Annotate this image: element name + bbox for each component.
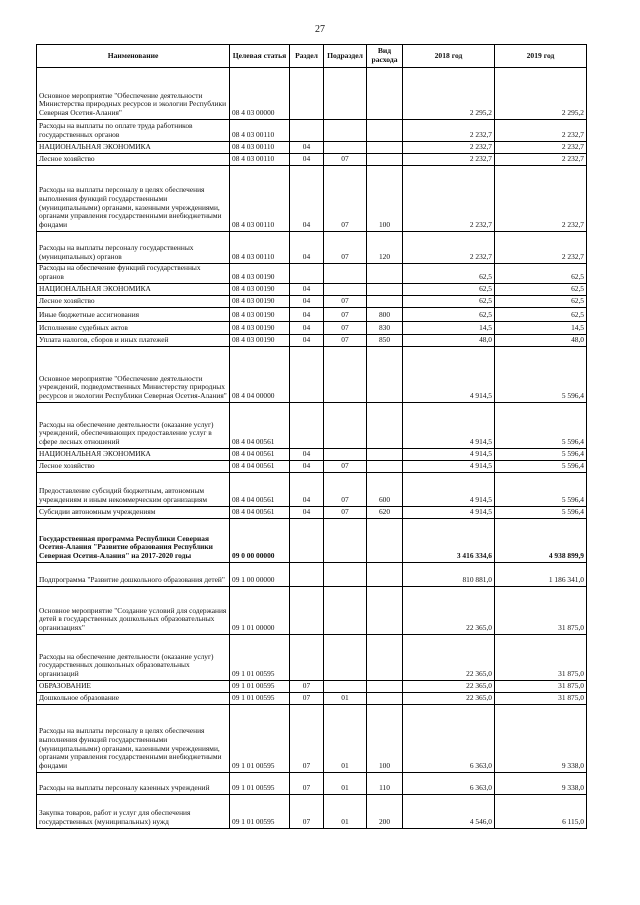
row-section-cell: 04 — [290, 284, 324, 296]
row-section-cell: 07 — [290, 681, 324, 693]
row-2018-cell: 2 232,7 — [403, 142, 495, 154]
table-row — [37, 335, 587, 347]
row-2018-cell: 6 363,0 — [403, 773, 495, 795]
row-2019-cell: 2 232,7 — [495, 120, 587, 142]
row-name-cell: НАЦИОНАЛЬНАЯ ЭКОНОМИКА — [37, 142, 230, 154]
row-name-cell: Основное мероприятие "Создание условий для содержания детей в государственных дошкольных образовательных организациях" — [37, 587, 230, 635]
table-row — [37, 403, 587, 449]
table-row — [37, 347, 587, 403]
row-2018-cell: 810 881,0 — [403, 563, 495, 587]
row-section-cell — [290, 264, 324, 284]
row-2019-cell: 14,5 — [495, 322, 587, 335]
row-kind-cell: 120 — [367, 232, 403, 264]
row-2019-cell: 5 596,4 — [495, 403, 587, 449]
row-2019-cell: 48,0 — [495, 335, 587, 347]
row-2019-cell: 6 115,0 — [495, 795, 587, 829]
table-row — [37, 68, 587, 120]
row-code-cell: 09 1 01 00595 — [230, 693, 290, 705]
row-subsection-cell — [324, 403, 367, 449]
row-2018-cell: 6 363,0 — [403, 705, 495, 773]
row-2019-cell: 2 232,7 — [495, 142, 587, 154]
row-name-cell: Расходы на выплаты по оплате труда работников государственных органов — [37, 120, 230, 142]
row-subsection-cell: 07 — [324, 154, 367, 166]
row-2019-cell: 2 232,7 — [495, 154, 587, 166]
row-subsection-cell — [324, 563, 367, 587]
header-2019: 2019 год — [495, 45, 587, 68]
row-2018-cell: 22 365,0 — [403, 693, 495, 705]
row-kind-cell — [367, 142, 403, 154]
row-code-cell: 09 1 01 00595 — [230, 795, 290, 829]
row-2018-cell: 2 232,7 — [403, 232, 495, 264]
row-subsection-cell — [324, 449, 367, 461]
row-kind-cell — [367, 635, 403, 681]
row-subsection-cell — [324, 519, 367, 563]
table-row — [37, 142, 587, 154]
row-code-cell: 09 1 01 00595 — [230, 705, 290, 773]
row-name-cell: Уплата налогов, сборов и иных платежей — [37, 335, 230, 347]
row-name-cell: Расходы на обеспечение деятельности (оказание услуг) государственных дошкольных образовательных организаций — [37, 635, 230, 681]
row-subsection-cell — [324, 142, 367, 154]
row-2018-cell: 4 914,5 — [403, 507, 495, 519]
row-2018-cell: 2 295,2 — [403, 68, 495, 120]
header-kind: Вид расхода — [367, 45, 403, 68]
row-section-cell: 04 — [290, 308, 324, 322]
row-2019-cell: 62,5 — [495, 284, 587, 296]
row-kind-cell — [367, 120, 403, 142]
row-name-cell: Субсидии автономным учреждениям — [37, 507, 230, 519]
row-code-cell: 09 0 00 00000 — [230, 519, 290, 563]
row-section-cell: 04 — [290, 473, 324, 507]
row-2019-cell: 31 875,0 — [495, 587, 587, 635]
row-2018-cell: 4 914,5 — [403, 449, 495, 461]
row-section-cell — [290, 68, 324, 120]
row-2019-cell: 5 596,4 — [495, 347, 587, 403]
row-subsection-cell: 07 — [324, 335, 367, 347]
row-name-cell: Расходы на выплаты персоналу государственных (муниципальных) органов — [37, 232, 230, 264]
table-row — [37, 635, 587, 681]
row-name-cell: Расходы на обеспечение функций государственных органов — [37, 264, 230, 284]
row-code-cell: 08 4 03 00110 — [230, 166, 290, 232]
row-section-cell: 07 — [290, 693, 324, 705]
row-2018-cell: 2 232,7 — [403, 154, 495, 166]
row-kind-cell — [367, 154, 403, 166]
table-row — [37, 587, 587, 635]
row-kind-cell — [367, 587, 403, 635]
row-subsection-cell: 07 — [324, 322, 367, 335]
row-name-cell: Закупка товаров, работ и услуг для обеспечения государственных (муниципальных) нужд — [37, 795, 230, 829]
row-subsection-cell: 07 — [324, 461, 367, 473]
row-subsection-cell: 07 — [324, 232, 367, 264]
row-name-cell: НАЦИОНАЛЬНАЯ ЭКОНОМИКА — [37, 284, 230, 296]
row-code-cell: 08 4 04 00561 — [230, 473, 290, 507]
row-code-cell: 08 4 03 00110 — [230, 154, 290, 166]
row-section-cell: 04 — [290, 154, 324, 166]
header-name: Наименование — [37, 45, 230, 68]
row-section-cell — [290, 635, 324, 681]
row-2018-cell: 4 914,5 — [403, 347, 495, 403]
row-name-cell: Лесное хозяйство — [37, 461, 230, 473]
row-name-cell: Исполнение судебных актов — [37, 322, 230, 335]
row-code-cell: 08 4 03 00110 — [230, 120, 290, 142]
row-code-cell: 08 4 04 00561 — [230, 461, 290, 473]
row-code-cell: 09 1 01 00595 — [230, 773, 290, 795]
row-code-cell: 08 4 03 00190 — [230, 296, 290, 308]
row-subsection-cell: 07 — [324, 166, 367, 232]
row-name-cell: Расходы на обеспечение деятельности (оказание услуг) учреждений, обеспечивающих предоставление услуг в сфере лесных отношений — [37, 403, 230, 449]
row-subsection-cell: 07 — [324, 507, 367, 519]
row-section-cell — [290, 587, 324, 635]
table-row — [37, 681, 587, 693]
row-code-cell: 08 4 03 00190 — [230, 335, 290, 347]
row-2019-cell: 9 338,0 — [495, 705, 587, 773]
row-code-cell: 08 4 03 00190 — [230, 308, 290, 322]
table-row — [37, 795, 587, 829]
header-subsection: Подраздел — [324, 45, 367, 68]
row-2019-cell: 5 596,4 — [495, 473, 587, 507]
row-2018-cell: 3 416 334,6 — [403, 519, 495, 563]
table-row — [37, 322, 587, 335]
row-subsection-cell — [324, 284, 367, 296]
row-code-cell: 08 4 03 00190 — [230, 322, 290, 335]
row-subsection-cell — [324, 264, 367, 284]
header-section: Раздел — [290, 45, 324, 68]
row-section-cell: 07 — [290, 773, 324, 795]
row-subsection-cell: 01 — [324, 773, 367, 795]
row-section-cell — [290, 347, 324, 403]
row-section-cell: 04 — [290, 449, 324, 461]
row-name-cell: НАЦИОНАЛЬНАЯ ЭКОНОМИКА — [37, 449, 230, 461]
row-section-cell — [290, 519, 324, 563]
budget-table — [36, 44, 587, 829]
row-code-cell: 08 4 03 00110 — [230, 142, 290, 154]
row-name-cell: Подпрограмма "Развитие дошкольного образования детей" — [37, 563, 230, 587]
row-kind-cell — [367, 693, 403, 705]
row-name-cell: Лесное хозяйство — [37, 154, 230, 166]
row-name-cell: Расходы на выплаты персоналу в целях обеспечения выполнения функций государственными (муниципальными) органами, казенными учреждениями, органами управления государственными внебюджетными фондами — [37, 705, 230, 773]
row-section-cell — [290, 403, 324, 449]
table-row — [37, 563, 587, 587]
row-2019-cell: 4 938 899,9 — [495, 519, 587, 563]
row-2019-cell: 5 596,4 — [495, 449, 587, 461]
row-subsection-cell: 07 — [324, 296, 367, 308]
table-row — [37, 705, 587, 773]
row-2018-cell: 22 365,0 — [403, 587, 495, 635]
row-kind-cell — [367, 68, 403, 120]
row-kind-cell — [367, 449, 403, 461]
row-name-cell: ОБРАЗОВАНИЕ — [37, 681, 230, 693]
table-row — [37, 120, 587, 142]
row-section-cell: 04 — [290, 461, 324, 473]
table-row — [37, 296, 587, 308]
row-code-cell: 08 4 03 00110 — [230, 232, 290, 264]
row-subsection-cell — [324, 347, 367, 403]
row-kind-cell — [367, 403, 403, 449]
row-section-cell: 04 — [290, 322, 324, 335]
row-section-cell: 04 — [290, 335, 324, 347]
row-section-cell: 04 — [290, 507, 324, 519]
row-2018-cell: 22 365,0 — [403, 681, 495, 693]
row-2018-cell: 62,5 — [403, 308, 495, 322]
row-kind-cell — [367, 296, 403, 308]
row-name-cell: Предоставление субсидий бюджетным, автономным учреждениям и иным некоммерческим организациям — [37, 473, 230, 507]
row-section-cell: 07 — [290, 705, 324, 773]
row-subsection-cell — [324, 120, 367, 142]
row-name-cell: Иные бюджетные ассигнования — [37, 308, 230, 322]
table-row — [37, 264, 587, 284]
row-section-cell: 04 — [290, 296, 324, 308]
row-code-cell: 08 4 04 00561 — [230, 449, 290, 461]
row-2018-cell: 14,5 — [403, 322, 495, 335]
row-kind-cell: 200 — [367, 795, 403, 829]
table-row — [37, 473, 587, 507]
row-name-cell: Лесное хозяйство — [37, 296, 230, 308]
row-2018-cell: 4 914,5 — [403, 403, 495, 449]
row-kind-cell: 100 — [367, 166, 403, 232]
row-kind-cell — [367, 264, 403, 284]
row-kind-cell — [367, 519, 403, 563]
table-row — [37, 166, 587, 232]
table-row — [37, 507, 587, 519]
row-2018-cell: 48,0 — [403, 335, 495, 347]
row-2018-cell: 62,5 — [403, 264, 495, 284]
row-2019-cell: 62,5 — [495, 296, 587, 308]
page-number: 27 — [315, 24, 325, 35]
row-section-cell: 04 — [290, 166, 324, 232]
header-2018: 2018 год — [403, 45, 495, 68]
table-row — [37, 449, 587, 461]
row-code-cell: 09 1 01 00595 — [230, 635, 290, 681]
row-section-cell — [290, 563, 324, 587]
table-row — [37, 693, 587, 705]
row-code-cell: 08 4 04 00000 — [230, 347, 290, 403]
row-name-cell: Дошкольное образование — [37, 693, 230, 705]
row-section-cell: 07 — [290, 795, 324, 829]
row-2018-cell: 4 914,5 — [403, 461, 495, 473]
table-row — [37, 519, 587, 563]
row-kind-cell: 830 — [367, 322, 403, 335]
row-2019-cell: 1 186 341,0 — [495, 563, 587, 587]
row-code-cell: 09 1 01 00595 — [230, 681, 290, 693]
row-kind-cell — [367, 284, 403, 296]
row-2019-cell: 9 338,0 — [495, 773, 587, 795]
row-name-cell: Государственная программа Республики Северная Осетия-Алания "Развитие образования Республики Северная Осетия-Алания" на 2017-2020 годы — [37, 519, 230, 563]
row-code-cell: 09 1 01 00000 — [230, 587, 290, 635]
row-kind-cell: 850 — [367, 335, 403, 347]
row-2019-cell: 5 596,4 — [495, 507, 587, 519]
row-2018-cell: 62,5 — [403, 296, 495, 308]
row-kind-cell: 100 — [367, 705, 403, 773]
row-name-cell: Основное мероприятие "Обеспечение деятельности учреждений, подведомственных Министерству природных ресурсов и экологии Республики Северная Осетия-Алания" — [37, 347, 230, 403]
row-subsection-cell: 01 — [324, 795, 367, 829]
row-2018-cell: 4 546,0 — [403, 795, 495, 829]
table-row — [37, 308, 587, 322]
row-2019-cell: 62,5 — [495, 308, 587, 322]
row-kind-cell — [367, 461, 403, 473]
row-2019-cell: 5 596,4 — [495, 461, 587, 473]
row-2018-cell: 4 914,5 — [403, 473, 495, 507]
row-section-cell: 04 — [290, 142, 324, 154]
row-2018-cell: 2 232,7 — [403, 120, 495, 142]
row-2019-cell: 2 232,7 — [495, 232, 587, 264]
table-row — [37, 461, 587, 473]
row-subsection-cell — [324, 681, 367, 693]
row-code-cell: 08 4 04 00561 — [230, 507, 290, 519]
row-kind-cell: 800 — [367, 308, 403, 322]
row-subsection-cell — [324, 68, 367, 120]
row-subsection-cell — [324, 635, 367, 681]
row-subsection-cell — [324, 587, 367, 635]
row-kind-cell: 110 — [367, 773, 403, 795]
table-row — [37, 232, 587, 264]
table-row — [37, 773, 587, 795]
row-kind-cell — [367, 681, 403, 693]
table-body — [37, 68, 587, 829]
row-section-cell — [290, 120, 324, 142]
row-kind-cell: 600 — [367, 473, 403, 507]
row-kind-cell — [367, 563, 403, 587]
row-name-cell: Основное мероприятие "Обеспечение деятельности Министерства природных ресурсов и экологии Республики Северная Осетия-Алания" — [37, 68, 230, 120]
row-2019-cell: 31 875,0 — [495, 693, 587, 705]
row-subsection-cell: 01 — [324, 705, 367, 773]
header-code: Целевая статья — [230, 45, 290, 68]
row-2019-cell: 31 875,0 — [495, 681, 587, 693]
row-2018-cell: 2 232,7 — [403, 166, 495, 232]
row-2018-cell: 62,5 — [403, 284, 495, 296]
row-name-cell: Расходы на выплаты персоналу в целях обеспечения выполнения функций государственными (муниципальными) органами, казенными учреждениями, органами управления государственными внебюджетными фондами — [37, 166, 230, 232]
row-2019-cell: 62,5 — [495, 264, 587, 284]
row-subsection-cell: 07 — [324, 473, 367, 507]
row-subsection-cell: 07 — [324, 308, 367, 322]
row-2019-cell: 2 295,2 — [495, 68, 587, 120]
table-header — [37, 45, 587, 68]
row-code-cell: 09 1 00 00000 — [230, 563, 290, 587]
row-name-cell: Расходы на выплаты персоналу казенных учреждений — [37, 773, 230, 795]
row-2018-cell: 22 365,0 — [403, 635, 495, 681]
table-row — [37, 154, 587, 166]
row-2019-cell: 2 232,7 — [495, 166, 587, 232]
row-code-cell: 08 4 04 00561 — [230, 403, 290, 449]
row-code-cell: 08 4 03 00190 — [230, 284, 290, 296]
row-code-cell: 08 4 03 00000 — [230, 68, 290, 120]
row-kind-cell — [367, 347, 403, 403]
row-code-cell: 08 4 03 00190 — [230, 264, 290, 284]
row-2019-cell: 31 875,0 — [495, 635, 587, 681]
row-kind-cell: 620 — [367, 507, 403, 519]
row-section-cell: 04 — [290, 232, 324, 264]
table-row — [37, 284, 587, 296]
row-subsection-cell: 01 — [324, 693, 367, 705]
